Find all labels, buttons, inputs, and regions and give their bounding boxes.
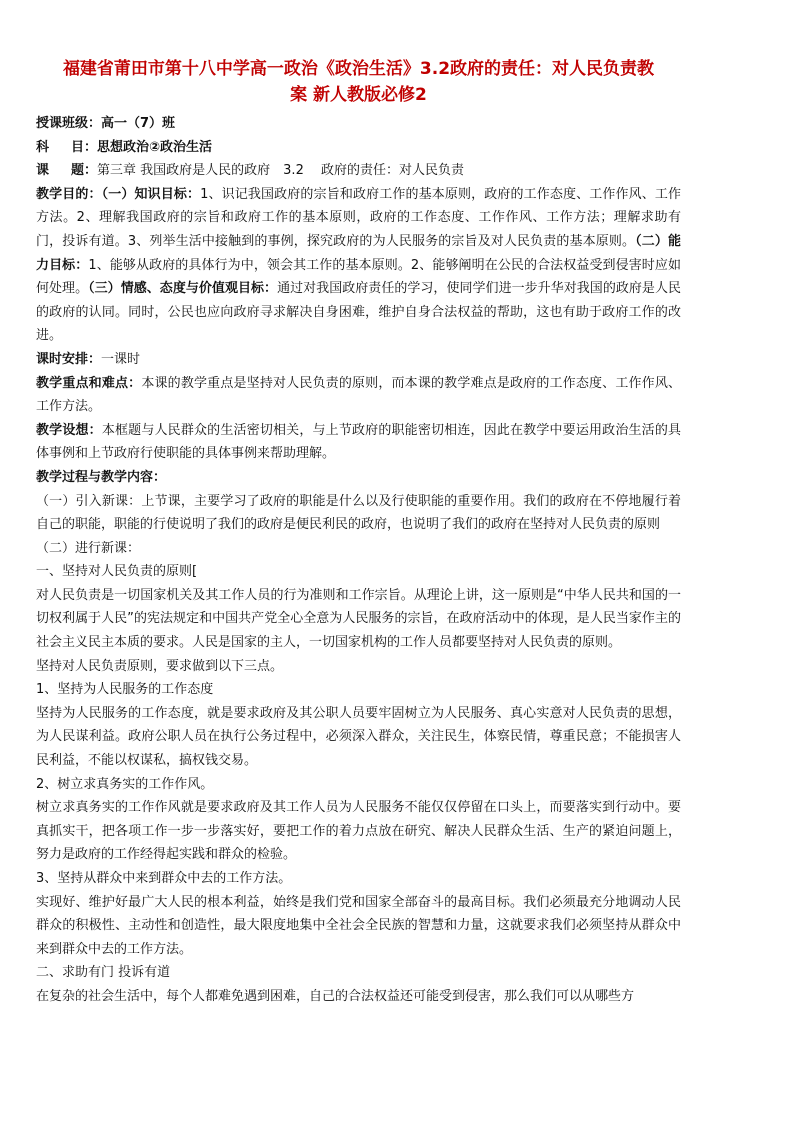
section-2-heading: 二、求助有门 投诉有道 [36,965,171,981]
schedule-label: 课时安排： [36,351,102,367]
key-points-label: 教学重点和难点： [36,375,142,391]
class-label: 授课班级： [36,116,102,131]
point-3-text: 实现好、维护好最广大人民的根本利益，始终是我们党和国家全部奋斗的最高目标。我们必须最充分地调动人民群众的积极性、主动性和创造性，最大限度地集中全社会全民族的智慧和力量，这就要求我们必须坚持从群众中来到群众中去的工作方法。 [36,894,681,957]
emotion-text: 通过对我国政府责任的学习，使同学们进一步升华对我国的政府是人民的政府的认同。同时，公民也应向政府寻求解决自身困难，维护自身合法权益的帮助，这也有助于政府工作的改进。 [36,281,681,344]
section-1-heading: 一、坚持对人民负责的原则[ [36,564,198,580]
intro-paragraph: （一）引入新课：上节课，主要学习了政府的职能是什么以及行使职能的重要作用。我们的政府在不停地履行着自己的职能，职能的行使说明了我们的政府是便民利民的政府，也说明了我们的政府在坚持对人民负责的原则 [36,493,681,533]
topic-value: 第三章 我国政府是人民的政府 3.2 政府的责任：对人民负责 [97,163,464,179]
objectives-label: 教学目的： [36,186,102,202]
ability-text: 1、能够从政府的具体行为中，领会其工作的基本原则。2、能够阐明在公民的合法权益受到侵害时应如何处理。 [36,257,681,297]
section-1-summary: 坚持对人民负责原则，要求做到以下三点。 [36,658,284,674]
subject-value: 思想政治②政治生活 [97,139,213,155]
design-text: 本框题与人民群众的生活密切相关，与上节政府的职能密切相连，因此在教学中要运用政治生活的具体事例和上节政府行使职能的具体事例来帮助理解。 [36,422,681,462]
point-2-heading: 2、树立求真务实的工作作风。 [36,776,214,792]
key-points-text: 本课的教学重点是坚持对人民负责的原则，而本课的教学难点是政府的工作态度、工作作风、工作方法。 [36,375,681,415]
knowledge-label: （一）知识目标： [101,186,201,202]
subject-label-b: 目： [71,139,98,155]
title-line-1: 福建省莆田市第十八中学高一政治《政治生活》3.2政府的责任：对人民负责教 [62,59,655,79]
knowledge-text: 1、识记我国政府的宗旨和政府工作的基本原则，政府的工作态度、工作作风、工作方法。2、理解我国政府的宗旨和政府工作的基本原则，政府的工作态度、工作作风、工作方法；理解求助有门，投诉有道。3、列举生活中接触到的事例，探究政府的为人民服务的宗旨及对人民负责的基本原则。 [36,186,681,249]
design-label: 教学设想： [36,422,102,438]
topic-label-a: 课 [36,163,50,179]
objectives-paragraph [36,183,681,348]
point-2-text: 树立求真务实的工作作风就是要求政府及其工作人员为人民服务不能仅仅停留在口头上，而要落实到行动中。要真抓实干，把各项工作一步一步落实好，要把工作的着力点放在研究、解决人民群众生活、生产的紧迫问题上，努力是政府的工作经得起实践和群众的检验。 [36,800,681,863]
ability-label: （二）能力目标： [36,233,681,273]
subject-row [36,136,681,160]
class-value: 高一（7）班 [101,116,176,131]
design-paragraph [36,419,681,466]
point-3-heading: 3、坚持从群众中来到群众中去的工作方法。 [36,871,292,886]
topic-label-b: 题： [71,163,98,179]
point-1-text: 坚持为人民服务的工作态度，就是要求政府及其公职人员要牢固树立为人民服务、真心实意对人民负责的思想，为人民谋利益。政府公职人员在执行公务过程中，必须深入群众，关注民生，体察民情，尊重民意；不能损害人民利益，不能以权谋私，搞权钱交易。 [36,705,681,769]
title-line-2: 案 新人教版必修2 [290,85,427,105]
emotion-label: （三）情感、态度与价值观目标： [88,281,278,297]
section-1-text: 对人民负责是一切国家机关及其工作人员的行为准则和工作宗旨。从理论上讲，这一原则是“中华人民共和国的一切权利属于人民”的宪法规定和中国共产党全心全意为人民服务的宗旨，在政府活动中的体现，是人民当家作主的社会主义民主本质的要求。人民是国家的主人，一切国家机构的工作人员都要坚持对人民负责的原则。 [36,587,681,651]
schedule-row [36,348,681,372]
section-2-text: 在复杂的社会生活中，每个人都难免遇到困难，自己的合法权益还可能受到侵害，那么我们可以从哪些方 [36,988,635,1004]
process-heading [36,466,681,490]
class-row [36,112,681,136]
new-lesson-heading: （二）进行新课： [36,540,141,556]
process-label: 教学过程与教学内容： [36,469,167,485]
topic-row [36,159,681,183]
key-points-paragraph [36,372,681,419]
subject-label-a: 科 [36,139,50,155]
schedule-value: 一课时 [101,351,141,367]
document-title [36,56,681,108]
point-1-heading: 1、坚持为人民服务的工作态度 [36,682,214,698]
